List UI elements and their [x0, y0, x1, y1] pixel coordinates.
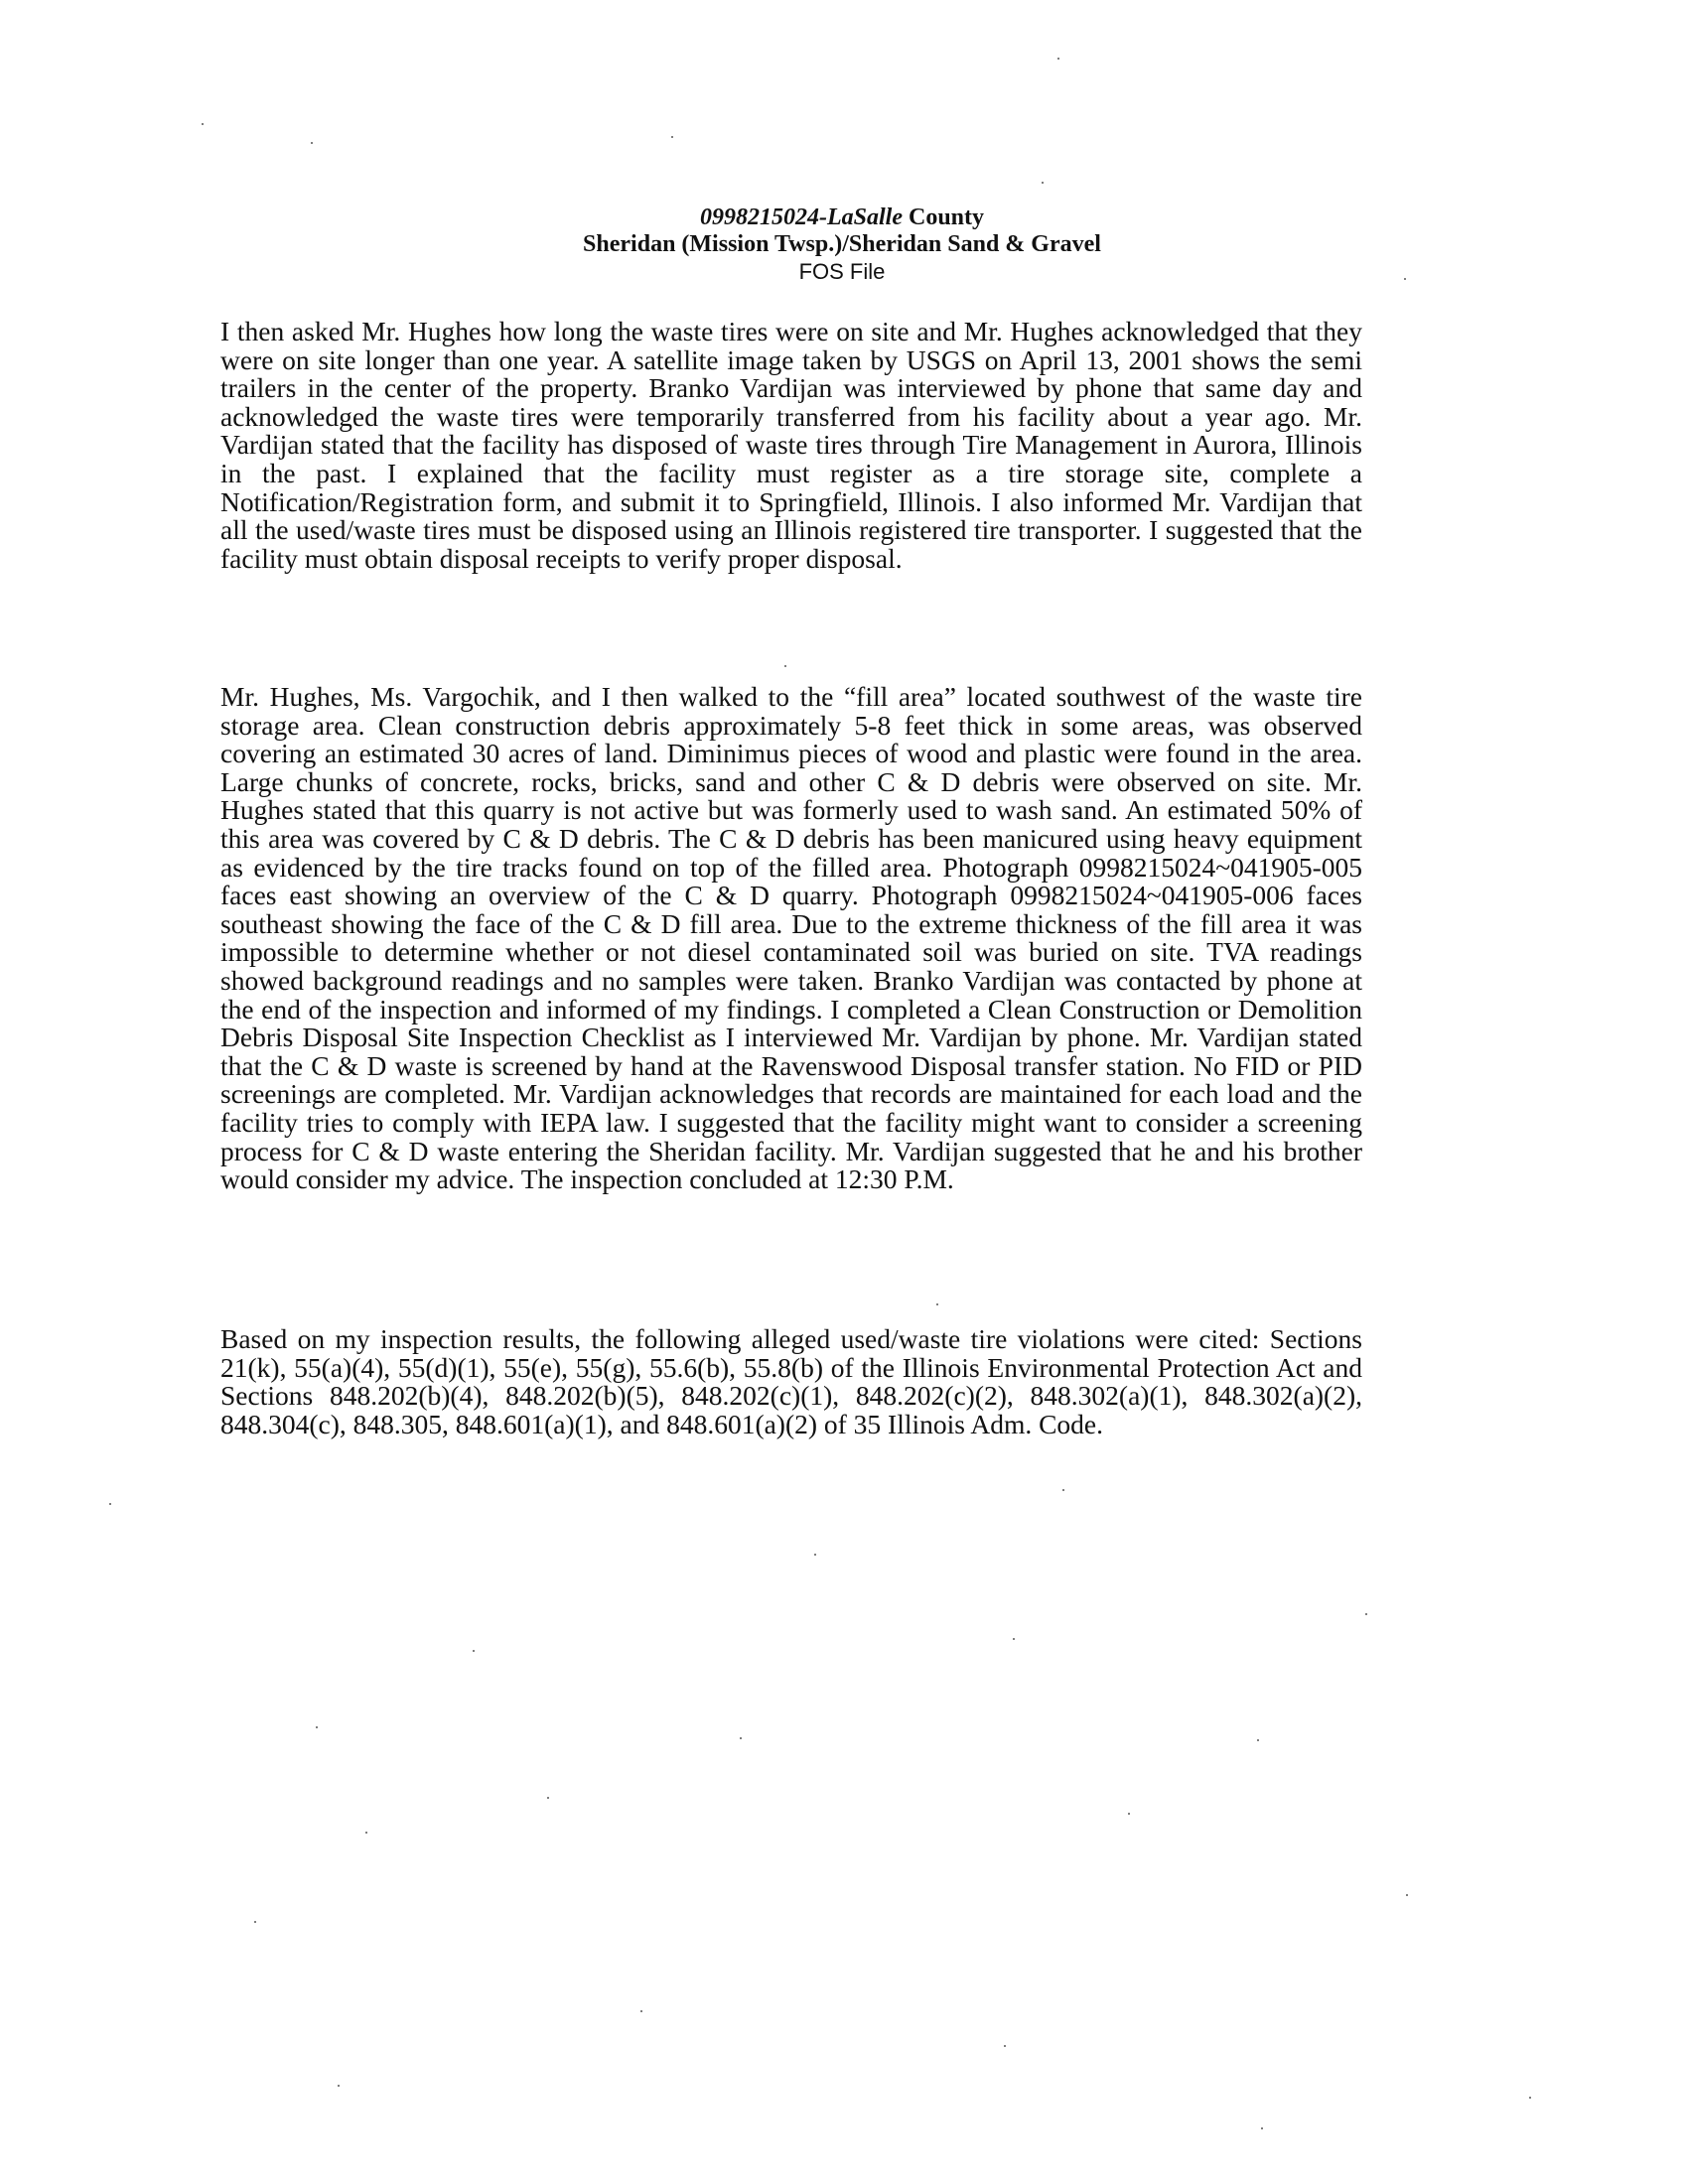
scan-speck — [365, 1832, 367, 1834]
scan-speck — [1128, 1813, 1130, 1815]
scan-speck — [311, 142, 313, 144]
site-name: Sheridan (Mission Twsp.)/Sheridan Sand & Gravel — [583, 231, 1101, 257]
paragraph-tire-storage: I then asked Mr. Hughes how long the waste tires were on site and Mr. Hughes acknowledged that they were on site longer than one year. A satellite image taken by USGS on April 13, 2001 shows the semi trailers in the center of the property. Branko Vardijan was interviewed by phone that same day and acknowledged the waste tires were temporarily transferred from his facility about a year ago. Mr. Vardijan stated that the facility has disposed of waste tires through Tire Management in Aurora, Illinois in the past. I explained that the facility must register as a tire storage site, complete a Notification/Registration form, and submit it to Springfield, Illinois. I also informed Mr. Vardijan that all the used/waste tires must be disposed using an Illinois registered tire transporter. I suggested that the facility must obtain disposal receipts to verify proper disposal. — [220, 316, 1362, 574]
scan-speck — [936, 1303, 938, 1305]
scan-speck — [1057, 58, 1059, 60]
scan-speck — [1406, 1894, 1408, 1896]
scan-speck — [473, 1650, 475, 1652]
paragraph-violations: Based on my inspection results, the following alleged used/waste tire violations were cited: Sections 21(k), 55(a)(4), 55(d)(1), 55(e), 55(g), 55.6(b), 55.8(b) of the Illinois Environmental Protection Act and Sections 848.202(b)(4), 848.202(b)(5), 848.202(c)(1), 848.202(c)(2), 848.302(a)(1), 848.302(a)(2), 848.304(c), 848.305, 848.601(a)(1), and 848.601(a)(2) of 35 Illinois Adm. Code. — [220, 1323, 1362, 1439]
scan-speck — [109, 1503, 111, 1505]
scan-speck — [1062, 1489, 1064, 1491]
scan-speck — [316, 1726, 318, 1728]
scan-speck — [338, 2085, 340, 2087]
scan-speck — [784, 665, 786, 667]
scan-speck — [1261, 2127, 1263, 2129]
scan-speck — [202, 123, 204, 125]
header-file-line — [0, 205, 1684, 231]
file-type: FOS File — [798, 259, 886, 284]
scan-speck — [1042, 182, 1044, 184]
document-header — [0, 205, 1684, 285]
scan-speck — [1529, 2097, 1531, 2099]
scan-speck — [1013, 1638, 1015, 1640]
scan-speck — [254, 1921, 256, 1923]
scan-speck — [740, 1737, 742, 1739]
scan-speck — [1004, 2045, 1006, 2047]
scan-speck — [1404, 278, 1406, 280]
scan-speck — [1365, 1613, 1367, 1615]
paragraph-fill-area: Mr. Hughes, Ms. Vargochik, and I then walked to the “fill area” located southwest of the waste tire storage area. Clean construction debris approximately 5-8 feet thick in some areas, was observed covering an estimated 30 acres of land. Diminimus pieces of wood and plastic were found in the area. Large chunks of concrete, rocks, bricks, sand and other C & D debris were observed on site. Mr. Hughes stated that this quarry is not active but was formerly used to wash sand. An estimated 50% of this area was covered by C & D debris. The C & D debris has been manicured using heavy equipment as evidenced by the tire tracks found on top of the filled area. Photograph 0998215024~041905-005 faces east showing an overview of the C & D quarry. Photograph 0998215024~041905-006 faces southeast showing the face of the C & D fill area. Due to the extreme thickness of the fill area it was impossible to determine whether or not diesel contaminated soil was buried on site. TVA readings showed background readings and no samples were taken. Branko Vardijan was contacted by phone at the end of the inspection and informed of my findings. I completed a Clean Construction or Demolition Debris Disposal Site Inspection Checklist as I interviewed Mr. Vardijan by phone. Mr. Vardijan stated that the C & D waste is screened by hand at the Ravenswood Disposal transfer station. No FID or PID screenings are completed. Mr. Vardijan acknowledges that records are maintained for each load and the facility tries to comply with IEPA law. I suggested that the facility might want to consider a screening process for C & D waste entering the Sheridan facility. Mr. Vardijan suggested that he and his brother would consider my advice. The inspection concluded at 12:30 P.M. — [220, 681, 1362, 1195]
scan-speck — [547, 1797, 549, 1799]
scan-speck — [1257, 1739, 1259, 1741]
scan-speck — [671, 136, 673, 138]
scan-speck — [814, 1554, 816, 1556]
file-number: 0998215024-LaSalle — [699, 205, 903, 230]
scan-speck — [640, 2010, 642, 2012]
county-label: County — [908, 205, 985, 230]
